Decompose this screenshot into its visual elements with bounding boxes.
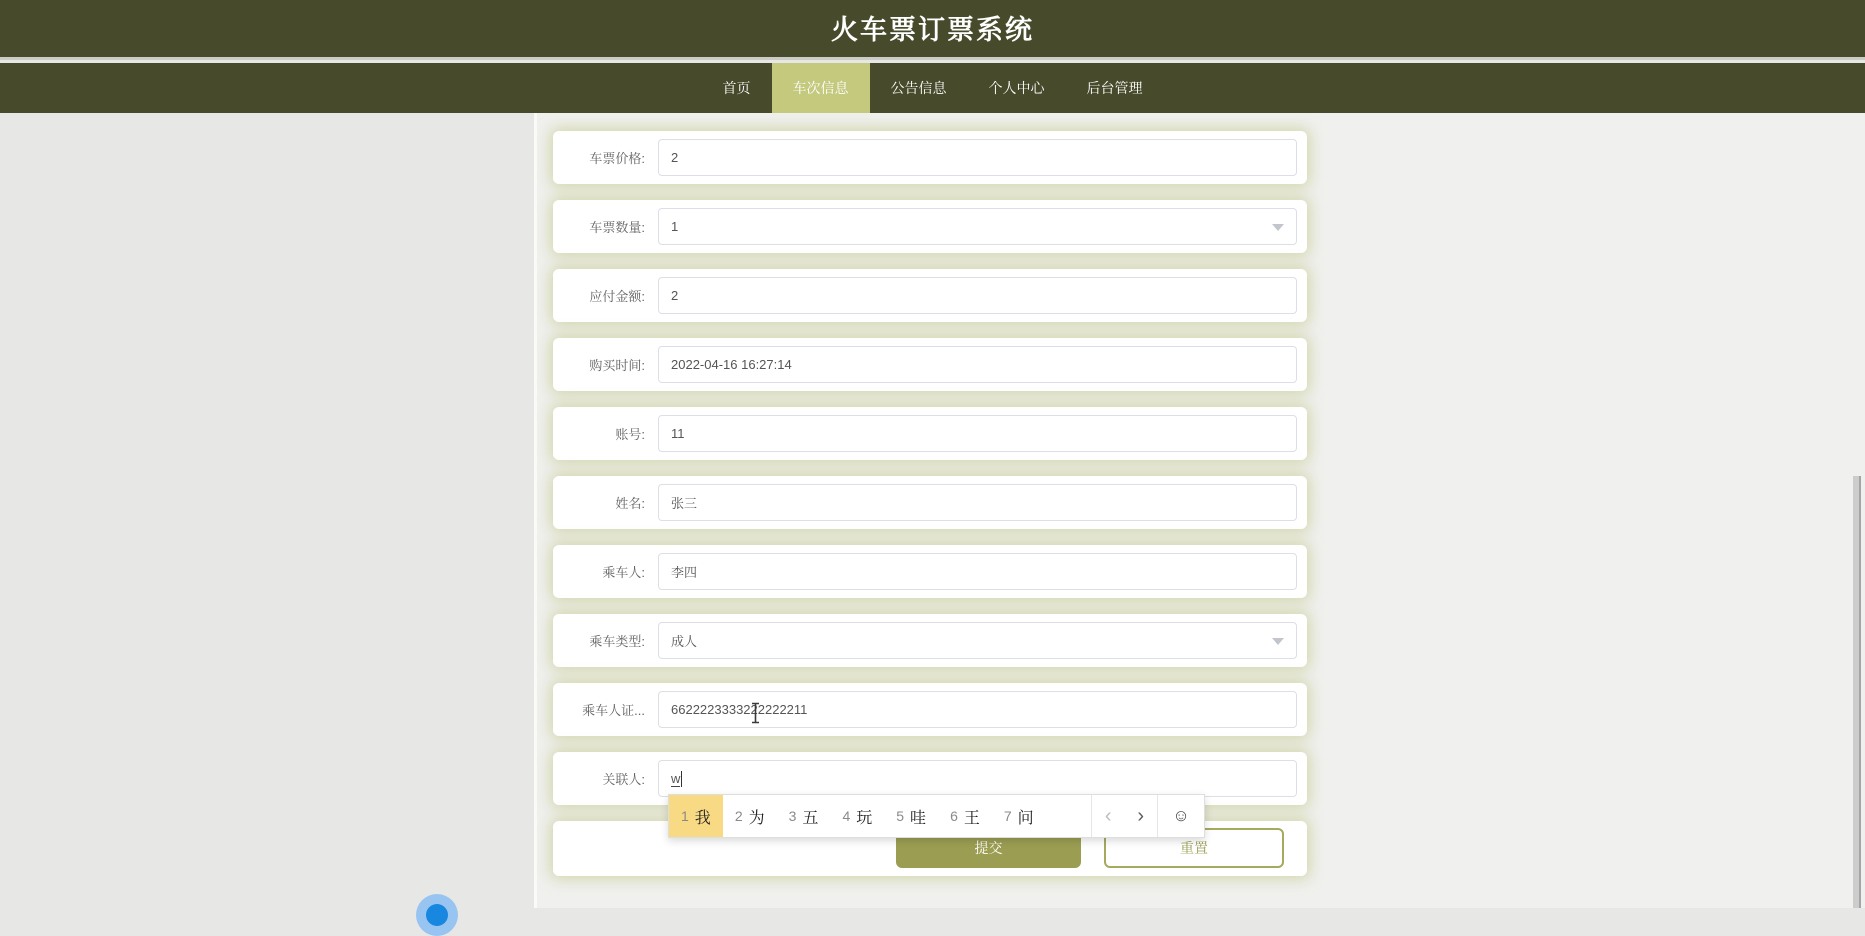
ime-paging (1091, 795, 1157, 837)
field-value: 2 (671, 288, 679, 303)
nav-item-home[interactable]: 首页 (722, 80, 751, 96)
field-label: 乘车类型: (589, 634, 645, 649)
ime-candidate-panel (668, 794, 1205, 838)
ime-candidate-number: 1 (681, 808, 689, 824)
ime-composition-text: w (671, 770, 681, 786)
scrollbar-thumb[interactable] (1853, 476, 1861, 908)
nav-item-train-info[interactable]: 车次信息 (772, 63, 870, 113)
field-label: 车票数量: (589, 220, 645, 235)
nav-item-admin[interactable]: 后台管理 (1086, 80, 1143, 96)
smiley-icon[interactable] (1157, 795, 1204, 837)
passenger-type-select[interactable] (658, 622, 1297, 659)
field-label: 姓名: (615, 496, 645, 511)
ime-candidate-char: 为 (748, 809, 765, 827)
form-row-ticket-price (553, 131, 1307, 184)
nav-item-personal-center[interactable]: 个人中心 (988, 80, 1045, 96)
page-title: 火车票订票系统 (831, 15, 1034, 45)
field-value: 11 (671, 426, 685, 441)
account-input[interactable] (658, 415, 1297, 452)
name-input[interactable] (658, 484, 1297, 521)
ime-candidate-5[interactable] (884, 795, 938, 837)
ime-candidate-6[interactable] (938, 795, 992, 837)
ime-candidate-2[interactable] (723, 795, 777, 837)
ime-candidate-char: 问 (1017, 809, 1034, 827)
ime-candidate-number: 4 (842, 808, 851, 824)
chevron-down-icon (1272, 638, 1284, 645)
ime-candidate-char: 玩 (856, 809, 873, 827)
ime-candidate-1[interactable] (669, 795, 723, 837)
ime-candidate-number: 6 (950, 808, 958, 824)
ime-candidate-char: 哇 (910, 809, 927, 827)
ime-candidate-number: 5 (896, 808, 905, 824)
submit-button[interactable]: 提交 (896, 828, 1081, 868)
ime-candidate-number: 7 (1003, 808, 1012, 824)
ime-candidate-7[interactable] (992, 795, 1046, 837)
form-row-amount-due (553, 269, 1307, 322)
ime-candidate-4[interactable] (830, 795, 884, 837)
purchase-time-input[interactable] (658, 346, 1297, 383)
ime-candidate-number: 2 (734, 808, 743, 824)
field-label: 关联人: (602, 772, 645, 787)
form-row-name (553, 476, 1307, 529)
form-row-passenger (553, 545, 1307, 598)
field-value: 2 (671, 150, 679, 165)
field-label: 乘车人证... (582, 703, 645, 718)
passenger-input[interactable] (658, 553, 1297, 590)
field-value: 李四 (671, 565, 698, 580)
text-cursor-icon (750, 702, 761, 724)
ticket-order-form (553, 131, 1307, 876)
main-nav (0, 63, 1865, 113)
reset-button[interactable]: 重置 (1104, 828, 1284, 868)
field-value: 1 (671, 219, 679, 234)
touch-indicator (416, 894, 458, 936)
ime-candidate-number: 3 (788, 808, 797, 824)
field-label: 购买时间: (589, 358, 645, 373)
app-header (0, 0, 1865, 60)
field-label: 账号: (615, 427, 645, 442)
form-row-passenger-type (553, 614, 1307, 667)
amount-due-input[interactable] (658, 277, 1297, 314)
ticket-count-select[interactable] (658, 208, 1297, 245)
field-value: 2022-04-16 16:27:14 (671, 357, 792, 372)
field-value: 张三 (671, 496, 698, 511)
field-label: 车票价格: (589, 151, 645, 166)
related-person-input[interactable] (658, 760, 1297, 797)
form-row-account (553, 407, 1307, 460)
field-value: 成人 (671, 634, 698, 649)
chevron-right-icon[interactable]: › (1137, 804, 1145, 827)
field-label: 乘车人: (602, 565, 645, 580)
field-label: 应付金额: (589, 289, 645, 304)
ime-candidate-char: 五 (802, 809, 819, 827)
text-caret (681, 771, 682, 787)
field-value: 6622223333222222211 (671, 702, 808, 717)
ime-candidate-3[interactable] (777, 795, 831, 837)
form-row-passenger-id (553, 683, 1307, 736)
ime-candidate-char: 我 (694, 809, 711, 827)
chevron-left-icon[interactable]: ‹ (1104, 804, 1112, 827)
form-row-purchase-time (553, 338, 1307, 391)
smiley-glyph: ☺ (1172, 806, 1190, 825)
nav-item-announcements[interactable]: 公告信息 (890, 80, 947, 96)
ticket-price-input[interactable] (658, 139, 1297, 176)
ime-candidate-char: 王 (963, 809, 980, 827)
form-row-ticket-count (553, 200, 1307, 253)
chevron-down-icon (1272, 224, 1284, 231)
ime-candidate-list (669, 795, 1091, 837)
